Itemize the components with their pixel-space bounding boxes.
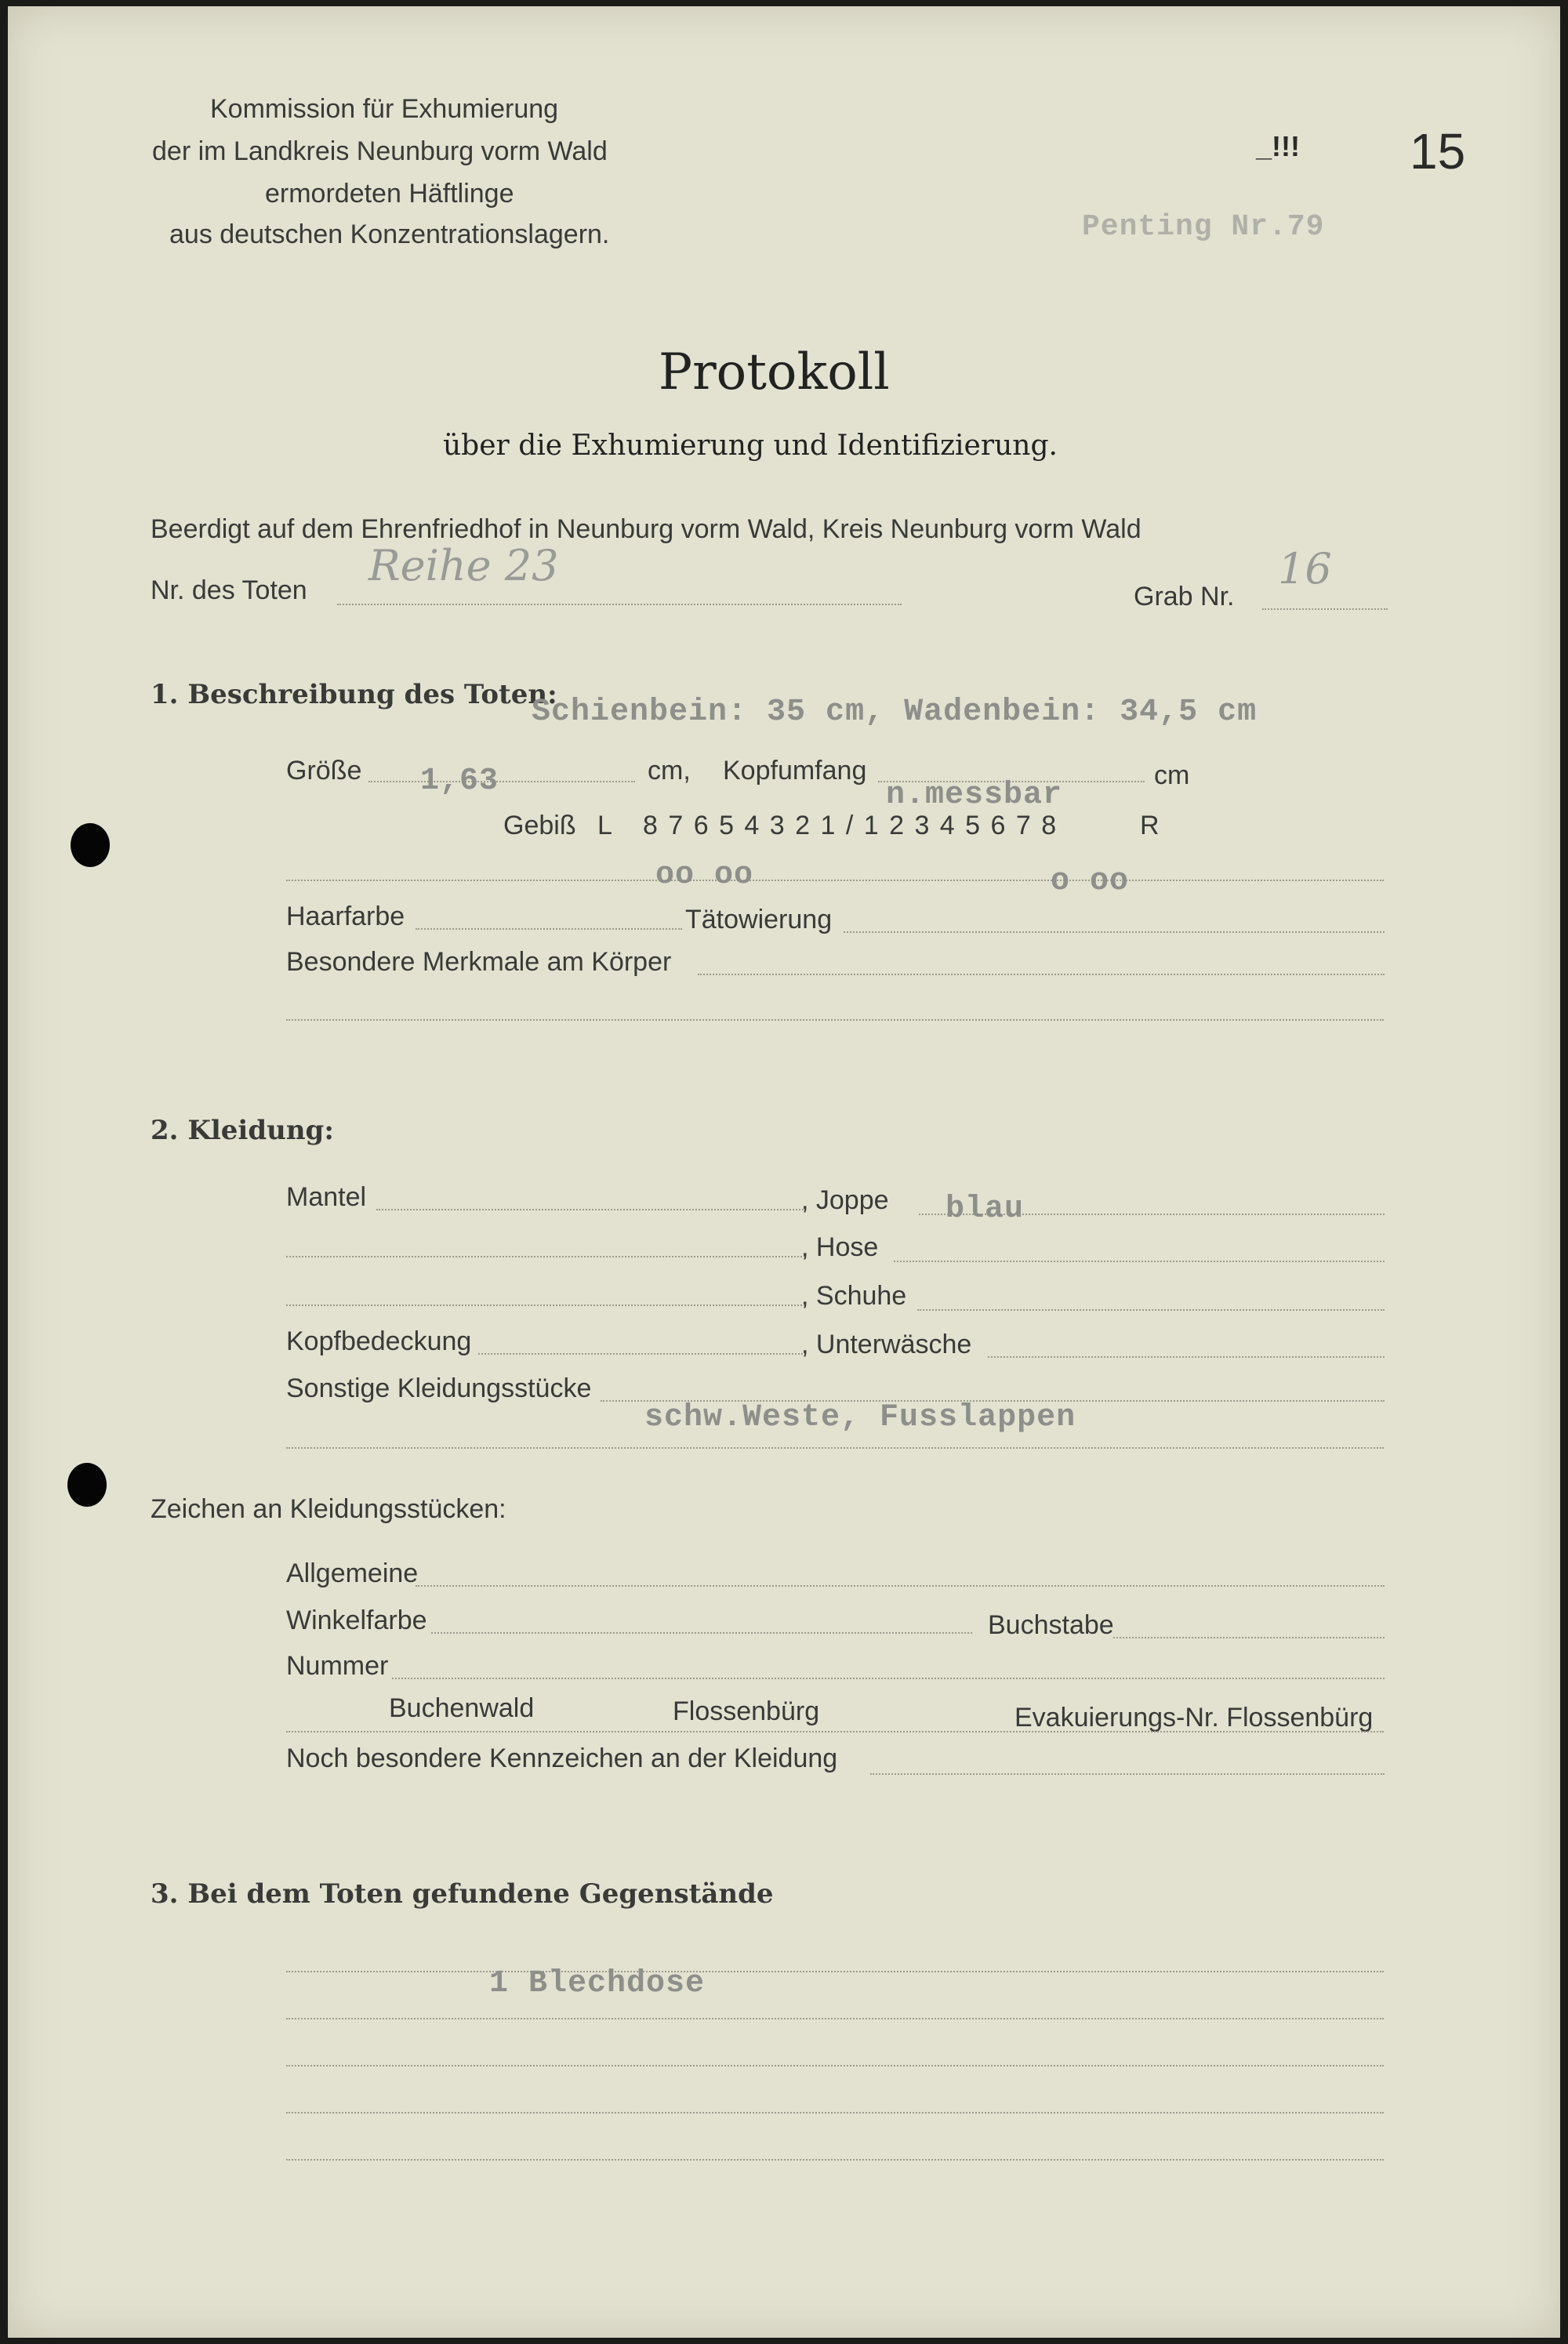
teeth-label: Gebiß [503, 811, 576, 840]
coat-label: Mantel [286, 1182, 367, 1212]
head-circumference-value: n.messbar [886, 778, 1063, 813]
letter-label: Buchstabe [988, 1610, 1114, 1640]
other-marks-line [870, 1773, 1385, 1775]
hair-color-line [416, 928, 682, 930]
jacket-value: blau [946, 1192, 1025, 1227]
punch-hole-bottom [67, 1463, 107, 1507]
section3-heading: 3. Bei dem Toten gefundene Gegenstände [151, 1878, 774, 1910]
head-circumference-unit: cm [1154, 760, 1190, 790]
size-unit: cm, [648, 756, 691, 786]
page-subtitle: über die Exhumierung und Identifizierung. [443, 430, 1058, 462]
dead-number-value: Reihe 23 [368, 541, 559, 590]
teeth-right-marker: R [1140, 811, 1160, 840]
general-label: Allgemeine [286, 1558, 419, 1588]
other-marks-label: Noch besondere Kennzeichen an der Kleidung [286, 1743, 838, 1773]
flossenburg-label: Flossenbürg [673, 1696, 820, 1726]
shoes-line [917, 1309, 1385, 1311]
section2-heading: 2. Kleidung: [151, 1115, 334, 1146]
size-label: Größe [286, 756, 362, 786]
page-number: 15 [1410, 123, 1466, 180]
commission-line-3: ermordeten Häftlinge [265, 179, 514, 209]
number-line [392, 1678, 1385, 1679]
hair-color-label: Haarfarbe [286, 902, 405, 931]
reference-stamp: Penting Nr.79 [1082, 210, 1325, 244]
teeth-chart: 8 7 6 5 4 3 2 1 / 1 2 3 4 5 6 7 8 [643, 811, 1058, 840]
top-right-mark: _!!! [1256, 130, 1300, 162]
other-clothing-label: Sonstige Kleidungsstücke [286, 1373, 592, 1403]
trousers-line [894, 1261, 1385, 1262]
camp-numbers-line [286, 1731, 1384, 1733]
head-circumference-label: Kopfumfang [723, 756, 867, 786]
angle-color-label: Winkelfarbe [286, 1606, 427, 1635]
tattoo-line [844, 931, 1385, 933]
teeth-left-marker: L [597, 811, 612, 840]
clothing-marks-heading: Zeichen an Kleidungsstücken: [151, 1494, 506, 1524]
teeth-marks-line [286, 880, 1384, 881]
shoes-label: , Schuhe [801, 1281, 907, 1311]
size-value: 1,63 [420, 764, 499, 799]
size-line [368, 781, 635, 782]
headwear-label: Kopfbedeckung [286, 1326, 472, 1356]
underwear-label: , Unterwäsche [801, 1330, 972, 1359]
burial-location: Beerdigt auf dem Ehrenfriedhof in Neunburg vorm Wald, Kreis Neunburg vorm Wald [151, 514, 1142, 544]
buchenwald-label: Buchenwald [389, 1693, 535, 1723]
other-clothing-value: schw.Weste, Fusslappen [644, 1400, 1076, 1435]
found-item-1: 1 Blechdose [489, 1966, 706, 2001]
underwear-line [988, 1356, 1385, 1358]
evacuation-number-label: Evakuierungs-Nr. Flossenbürg [1014, 1703, 1374, 1733]
items-line-2 [286, 2018, 1384, 2019]
dead-number-line [337, 604, 902, 605]
headwear-line [478, 1353, 806, 1355]
coat-line [376, 1209, 806, 1210]
items-line-1 [286, 1971, 1384, 1972]
number-label: Nummer [286, 1651, 389, 1681]
document-page [8, 6, 1560, 2338]
teeth-marks-left: oo oo [655, 858, 754, 893]
trousers-label: , Hose [801, 1232, 879, 1262]
section1-heading: 1. Beschreibung des Toten: [151, 679, 557, 710]
grave-number-line [1262, 608, 1388, 610]
body-marks-line-1 [698, 974, 1385, 975]
punch-hole-top [71, 823, 110, 867]
jacket-label: , Joppe [801, 1185, 889, 1215]
clothing-blank-line-1 [286, 1256, 805, 1257]
grave-number-value: 16 [1278, 544, 1332, 593]
section1-typed-description: Schienbein: 35 cm, Wadenbein: 34,5 cm [532, 695, 1258, 730]
items-line-5 [286, 2159, 1384, 2161]
commission-line-2: der im Landkreis Neunburg vorm Wald [152, 136, 608, 166]
body-marks-label: Besondere Merkmale am Körper [286, 947, 672, 977]
items-line-3 [286, 2065, 1384, 2066]
grave-number-label: Grab Nr. [1134, 582, 1235, 611]
clothing-blank-line-2 [286, 1304, 805, 1306]
letter-line [1113, 1637, 1385, 1638]
teeth-marks-right: o oo [1051, 864, 1130, 899]
body-marks-line-2 [286, 1019, 1384, 1021]
tattoo-label: Tätowierung [685, 905, 833, 934]
general-line [416, 1585, 1385, 1587]
items-line-4 [286, 2112, 1384, 2114]
commission-line-4: aus deutschen Konzentrationslagern. [169, 220, 610, 249]
other-clothing-line-2 [286, 1447, 1384, 1449]
commission-line-1: Kommission für Exhumierung [210, 94, 559, 124]
dead-number-label: Nr. des Toten [151, 575, 307, 605]
angle-color-line [431, 1632, 972, 1634]
page-title: Protokoll [659, 343, 890, 401]
